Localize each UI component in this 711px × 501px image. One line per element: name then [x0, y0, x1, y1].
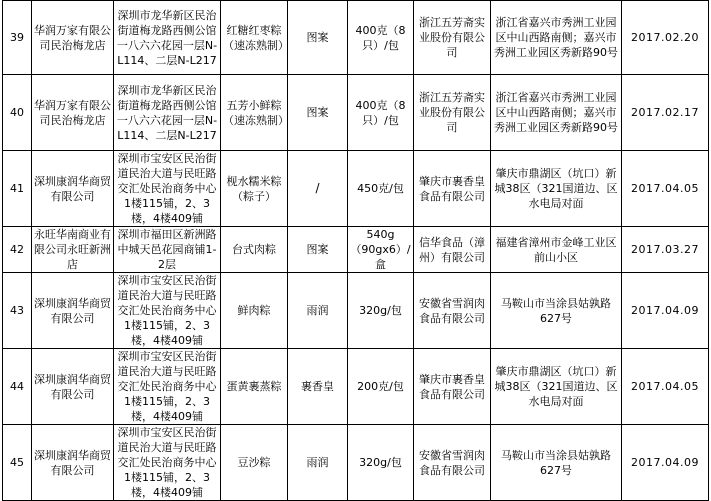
- manufacturer-cell: 肇庆市裹香皇食品有限公司: [414, 349, 491, 425]
- brand-cell: 雨润: [288, 273, 348, 349]
- brand-cell: 图案: [288, 1, 348, 75]
- manufacturer-address-cell: 浙江省嘉兴市秀洲工业园区中山西路南侧；嘉兴市秀洲工业园区秀新路90号: [491, 75, 622, 151]
- address-cell: 深圳市宝安区民治街道民治大道与民旺路交汇处民治商务中心1楼115铺，2、3楼，4楼409铺: [114, 151, 221, 227]
- producer-cell: 深圳康润华商贸有限公司: [32, 273, 114, 349]
- date-cell: 2017.04.05: [622, 349, 709, 425]
- table-row: [3, 349, 709, 425]
- brand-cell: 雨润: [288, 425, 348, 501]
- spec-cell: 200克/包: [348, 349, 414, 425]
- manufacturer-cell: 浙江五芳斋实业股份有限公司: [414, 1, 491, 75]
- brand-cell: 裹香皇: [288, 349, 348, 425]
- manufacturer-address-cell: 浙江省嘉兴市秀洲工业园区中山西路南侧；嘉兴市秀洲工业园区秀新路90号: [491, 1, 622, 75]
- address-cell: 深圳市龙华新区民治街道梅龙路西侧公馆一八六六花园一层N-L114、二层N-L217: [114, 1, 221, 75]
- brand-cell: 图案: [288, 227, 348, 273]
- product-cell: 台式肉粽: [221, 227, 288, 273]
- date-cell: 2017.02.17: [622, 75, 709, 151]
- manufacturer-address-cell: 肇庆市鼎湖区（坑口）新城38区（321国道边、区水电局对面: [491, 151, 622, 227]
- table-row: [3, 273, 709, 349]
- brand-cell: /: [288, 151, 348, 227]
- producer-cell: 深圳康润华商贸有限公司: [32, 425, 114, 501]
- address-cell: 深圳市宝安区民治街道民治大道与民旺路交汇处民治商务中心1楼115铺，2、3楼，4楼409铺: [114, 273, 221, 349]
- address-cell: 深圳市宝安区民治街道民治大道与民旺路交汇处民治商务中心1楼115铺，2、3楼，4楼409铺: [114, 349, 221, 425]
- row-number: 45: [3, 425, 32, 501]
- product-cell: 五芳小鲜粽（速冻熟制）: [221, 75, 288, 151]
- manufacturer-cell: 安徽省雪润肉食品有限公司: [414, 273, 491, 349]
- table-row: [3, 75, 709, 151]
- sampling-results-table: [2, 0, 709, 501]
- spec-cell: 320g/包: [348, 425, 414, 501]
- spec-cell: 540g（90gx6）/盒: [348, 227, 414, 273]
- spec-cell: 320g/包: [348, 273, 414, 349]
- row-number: 44: [3, 349, 32, 425]
- brand-cell: 图案: [288, 75, 348, 151]
- spec-cell: 450克/包: [348, 151, 414, 227]
- spec-cell: 400克（8只）/包: [348, 75, 414, 151]
- row-number: 42: [3, 227, 32, 273]
- product-cell: 鲜肉粽: [221, 273, 288, 349]
- row-number: 41: [3, 151, 32, 227]
- producer-cell: 深圳康润华商贸有限公司: [32, 349, 114, 425]
- product-cell: 红糖红枣粽（速冻熟制）: [221, 1, 288, 75]
- date-cell: 2017.02.20: [622, 1, 709, 75]
- date-cell: 2017.03.27: [622, 227, 709, 273]
- date-cell: 2017.04.05: [622, 151, 709, 227]
- manufacturer-address-cell: 马鞍山市当涂县姑孰路627号: [491, 273, 622, 349]
- address-cell: 深圳市宝安区民治街道民治大道与民旺路交汇处民治商务中心1楼115铺，2、3楼，4楼409铺: [114, 425, 221, 501]
- product-cell: 豆沙粽: [221, 425, 288, 501]
- producer-cell: 华润万家有限公司民治梅龙店: [32, 75, 114, 151]
- manufacturer-address-cell: 福建省漳州市金峰工业区前山小区: [491, 227, 622, 273]
- date-cell: 2017.04.09: [622, 425, 709, 501]
- product-cell: 枧水糯米粽（粽子）: [221, 151, 288, 227]
- manufacturer-address-cell: 马鞍山市当涂县姑孰路627号: [491, 425, 622, 501]
- address-cell: 深圳市龙华新区民治街道梅龙路西侧公馆一八六六花园一层N-L114、二层N-L217: [114, 75, 221, 151]
- manufacturer-cell: 肇庆市裹香皇食品有限公司: [414, 151, 491, 227]
- spec-cell: 400克（8只）/包: [348, 1, 414, 75]
- table-row: [3, 1, 709, 75]
- table-row: [3, 151, 709, 227]
- row-number: 43: [3, 273, 32, 349]
- manufacturer-address-cell: 肇庆市鼎湖区（坑口）新城38区（321国道边、区水电局对面: [491, 349, 622, 425]
- product-cell: 蛋黄裹蒸粽: [221, 349, 288, 425]
- manufacturer-cell: 信华食品（漳州）有限公司: [414, 227, 491, 273]
- date-cell: 2017.04.09: [622, 273, 709, 349]
- table-row: [3, 425, 709, 501]
- producer-cell: 深圳康润华商贸有限公司: [32, 151, 114, 227]
- producer-cell: 华润万家有限公司民治梅龙店: [32, 1, 114, 75]
- row-number: 39: [3, 1, 32, 75]
- producer-cell: 永旺华南商业有限公司永旺新洲店: [32, 227, 114, 273]
- row-number: 40: [3, 75, 32, 151]
- address-cell: 深圳市福田区新洲路中城天邑花园商铺1-2层: [114, 227, 221, 273]
- table-row: [3, 227, 709, 273]
- manufacturer-cell: 浙江五芳斋实业股份有限公司: [414, 75, 491, 151]
- manufacturer-cell: 安徽省雪润肉食品有限公司: [414, 425, 491, 501]
